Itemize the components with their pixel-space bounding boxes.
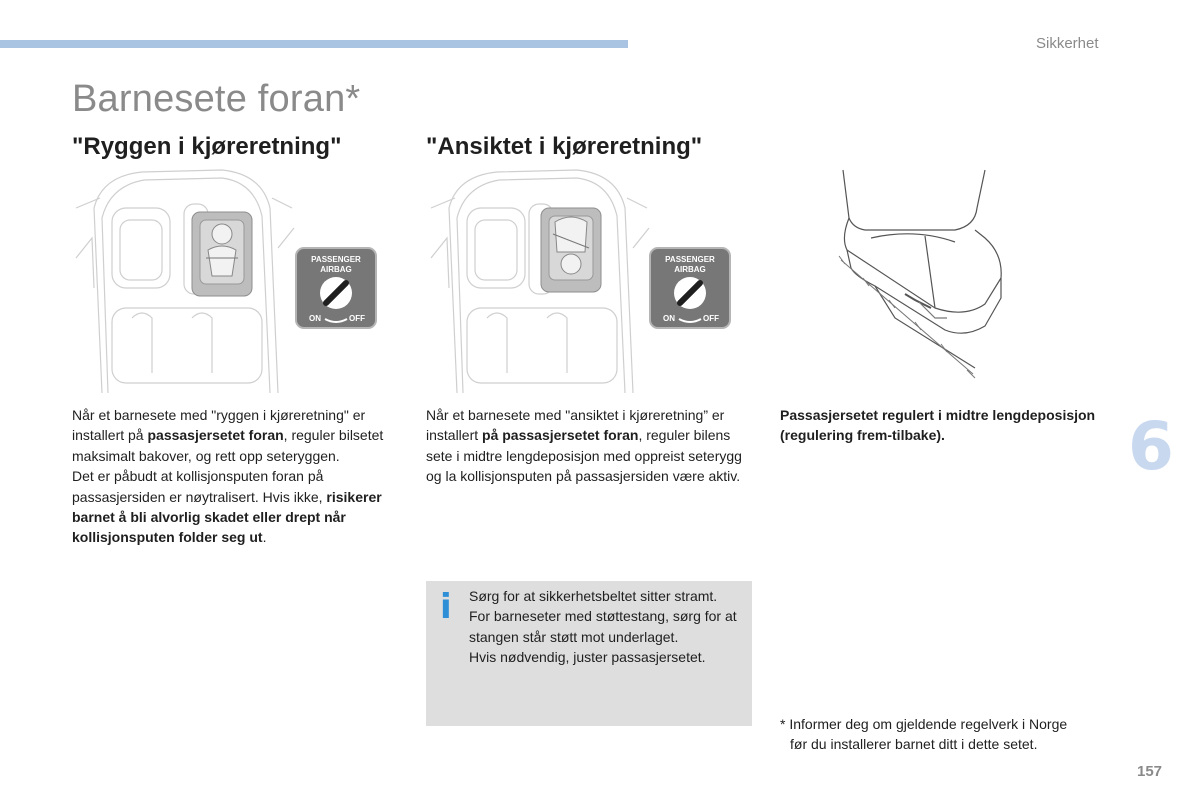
info-icon: i xyxy=(440,587,452,627)
badge-off-label: OFF xyxy=(349,314,365,323)
airbag-off-badge-front xyxy=(649,247,731,329)
page-number: 157 xyxy=(1137,763,1163,780)
rear-facing-instructions: Når et barnesete med "ryggen i kjøreretning" er installert på passasjersetet foran, reguler bilsetet maksimalt bakover, og rett opp seteryggen. Det er påbudt at kollisjonsputen foran på passasjersiden er nøytralisert. Hvis ikke, risikerer barnet å bli alvorlig skadet eller drept når kollisjonsputen folder seg ut. xyxy=(72,407,384,546)
info-text: Sørg for at sikkerhetsbeltet sitter stramt. For barneseter med støttestang, sørg for at stangen står støtt mot underlaget. Hvis nødvendig, juster passasjersetet. xyxy=(469,588,737,666)
forward-facing-instructions: Når et barnesete med "ansiktet i kjøreretning” er installert på passasjersetet foran, reguler bilens sete i midtre lengdeposisjon med oppreist seterygg og la kollisjonsputen på passasjersiden være aktiv. xyxy=(426,407,742,485)
badge-on-label: ON xyxy=(309,314,321,323)
airbag-off-badge xyxy=(295,247,377,329)
passenger-seat-illustration xyxy=(835,168,1005,380)
badge-airbag-label: AIRBAG xyxy=(320,265,352,274)
section-label: Sikkerhet xyxy=(1036,35,1099,52)
footnote: * Informer deg om gjeldende regelverk i Norge før du installerer barnet ditt i dette setet. xyxy=(780,716,1068,753)
seat-position-caption: Passasjersetet regulert i midtre lengdeposisjon (regulering frem-tilbake). xyxy=(780,407,1096,444)
header-accent-bar xyxy=(0,40,628,48)
badge-airbag-label: AIRBAG xyxy=(674,265,706,274)
badge-off-label: OFF xyxy=(703,314,719,323)
info-box xyxy=(426,581,752,726)
badge-passenger-label: PASSENGER xyxy=(665,255,715,264)
heading-rear-facing: "Ryggen i kjøreretning" xyxy=(72,133,342,160)
chapter-number: 6 xyxy=(1128,408,1174,485)
badge-passenger-label: PASSENGER xyxy=(311,255,361,264)
badge-on-label: ON xyxy=(663,314,675,323)
heading-forward-facing: "Ansiktet i kjøreretning" xyxy=(426,133,703,160)
page-title: Barnesete foran* xyxy=(72,78,361,120)
